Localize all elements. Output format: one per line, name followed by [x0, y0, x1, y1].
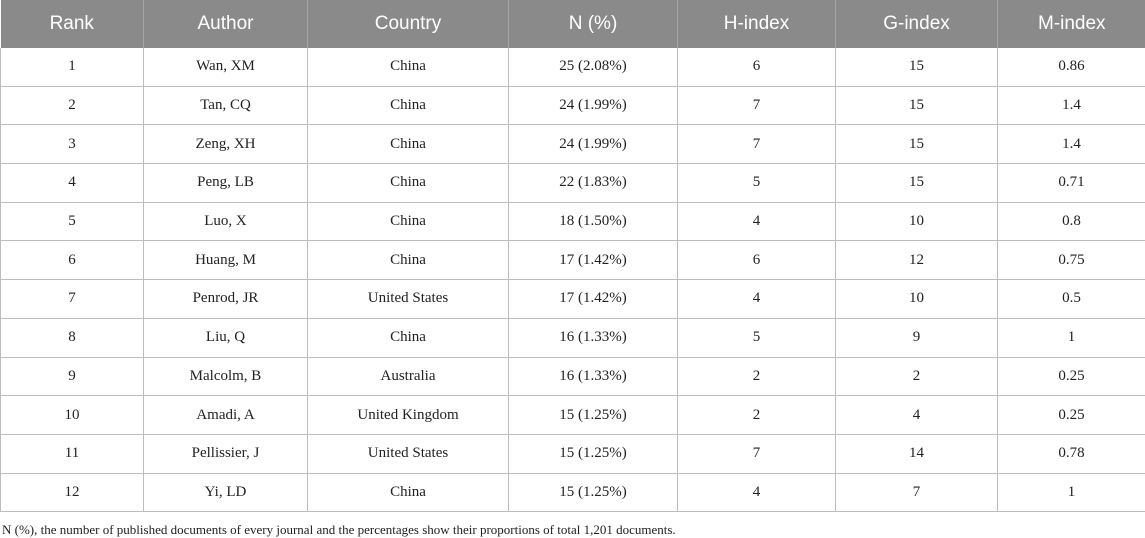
m-index-cell: 0.78: [998, 434, 1145, 473]
author-cell: Yi, LD: [144, 473, 308, 512]
m-index-cell: 1: [998, 318, 1145, 357]
table-row: [1, 434, 1145, 473]
m-index-cell: 0.75: [998, 241, 1145, 280]
h-index-cell: 6: [678, 48, 836, 86]
g-index-cell: 15: [836, 86, 998, 125]
h-index-cell: 6: [678, 241, 836, 280]
n-percent-cell: 15 (1.25%): [509, 434, 678, 473]
column-header-m-index: M-index: [998, 0, 1145, 48]
rank-cell: 11: [1, 434, 144, 473]
n-percent-cell: 16 (1.33%): [509, 357, 678, 396]
table-row: [1, 357, 1145, 396]
author-cell: Liu, Q: [144, 318, 308, 357]
table-row: [1, 396, 1145, 435]
g-index-cell: 10: [836, 202, 998, 241]
author-cell: Tan, CQ: [144, 86, 308, 125]
author-cell: Luo, X: [144, 202, 308, 241]
country-cell: China: [308, 86, 509, 125]
n-percent-cell: 18 (1.50%): [509, 202, 678, 241]
n-percent-cell: 22 (1.83%): [509, 164, 678, 203]
h-index-cell: 4: [678, 280, 836, 319]
rank-cell: 4: [1, 164, 144, 203]
n-percent-cell: 24 (1.99%): [509, 125, 678, 164]
m-index-cell: 0.8: [998, 202, 1145, 241]
rank-cell: 7: [1, 280, 144, 319]
table-row: [1, 318, 1145, 357]
table-body: [1, 48, 1145, 512]
rank-cell: 6: [1, 241, 144, 280]
country-cell: China: [308, 202, 509, 241]
rank-cell: 2: [1, 86, 144, 125]
table-row: [1, 125, 1145, 164]
rank-cell: 12: [1, 473, 144, 512]
rank-cell: 10: [1, 396, 144, 435]
g-index-cell: 10: [836, 280, 998, 319]
table-row: [1, 48, 1145, 86]
m-index-cell: 0.71: [998, 164, 1145, 203]
column-header-rank: Rank: [1, 0, 144, 48]
n-percent-cell: 24 (1.99%): [509, 86, 678, 125]
table-footnote: N (%), the number of published documents of every journal and the percentages show their proportions of total 1,201 documents.: [2, 522, 1145, 538]
g-index-cell: 4: [836, 396, 998, 435]
n-percent-cell: 17 (1.42%): [509, 241, 678, 280]
m-index-cell: 1: [998, 473, 1145, 512]
g-index-cell: 7: [836, 473, 998, 512]
n-percent-cell: 25 (2.08%): [509, 48, 678, 86]
table-row: [1, 164, 1145, 203]
column-header-n-percent: N (%): [509, 0, 678, 48]
column-header-g-index: G-index: [836, 0, 998, 48]
g-index-cell: 15: [836, 48, 998, 86]
table-header: [1, 0, 1145, 48]
country-cell: China: [308, 473, 509, 512]
m-index-cell: 1.4: [998, 125, 1145, 164]
g-index-cell: 15: [836, 125, 998, 164]
g-index-cell: 12: [836, 241, 998, 280]
h-index-cell: 4: [678, 202, 836, 241]
country-cell: China: [308, 48, 509, 86]
rank-cell: 9: [1, 357, 144, 396]
column-header-h-index: H-index: [678, 0, 836, 48]
country-cell: China: [308, 241, 509, 280]
column-header-author: Author: [144, 0, 308, 48]
rank-cell: 8: [1, 318, 144, 357]
country-cell: China: [308, 164, 509, 203]
country-cell: United States: [308, 434, 509, 473]
author-cell: Zeng, XH: [144, 125, 308, 164]
n-percent-cell: 15 (1.25%): [509, 396, 678, 435]
h-index-cell: 2: [678, 396, 836, 435]
rank-cell: 1: [1, 48, 144, 86]
column-header-country: Country: [308, 0, 509, 48]
rank-cell: 5: [1, 202, 144, 241]
h-index-cell: 5: [678, 318, 836, 357]
m-index-cell: 0.86: [998, 48, 1145, 86]
g-index-cell: 15: [836, 164, 998, 203]
m-index-cell: 0.5: [998, 280, 1145, 319]
country-cell: China: [308, 318, 509, 357]
table-row: [1, 86, 1145, 125]
g-index-cell: 14: [836, 434, 998, 473]
header-row: [1, 0, 1145, 48]
n-percent-cell: 16 (1.33%): [509, 318, 678, 357]
author-cell: Malcolm, B: [144, 357, 308, 396]
g-index-cell: 2: [836, 357, 998, 396]
country-cell: United Kingdom: [308, 396, 509, 435]
author-cell: Huang, M: [144, 241, 308, 280]
author-cell: Wan, XM: [144, 48, 308, 86]
author-cell: Amadi, A: [144, 396, 308, 435]
n-percent-cell: 15 (1.25%): [509, 473, 678, 512]
country-cell: United States: [308, 280, 509, 319]
author-cell: Penrod, JR: [144, 280, 308, 319]
table-row: [1, 202, 1145, 241]
author-cell: Peng, LB: [144, 164, 308, 203]
m-index-cell: 0.25: [998, 357, 1145, 396]
m-index-cell: 0.25: [998, 396, 1145, 435]
table-row: [1, 473, 1145, 512]
table-row: [1, 280, 1145, 319]
h-index-cell: 7: [678, 434, 836, 473]
rank-cell: 3: [1, 125, 144, 164]
h-index-cell: 5: [678, 164, 836, 203]
author-cell: Pellissier, J: [144, 434, 308, 473]
country-cell: Australia: [308, 357, 509, 396]
h-index-cell: 2: [678, 357, 836, 396]
g-index-cell: 9: [836, 318, 998, 357]
h-index-cell: 7: [678, 86, 836, 125]
table-row: [1, 241, 1145, 280]
m-index-cell: 1.4: [998, 86, 1145, 125]
country-cell: China: [308, 125, 509, 164]
n-percent-cell: 17 (1.42%): [509, 280, 678, 319]
h-index-cell: 7: [678, 125, 836, 164]
h-index-cell: 4: [678, 473, 836, 512]
